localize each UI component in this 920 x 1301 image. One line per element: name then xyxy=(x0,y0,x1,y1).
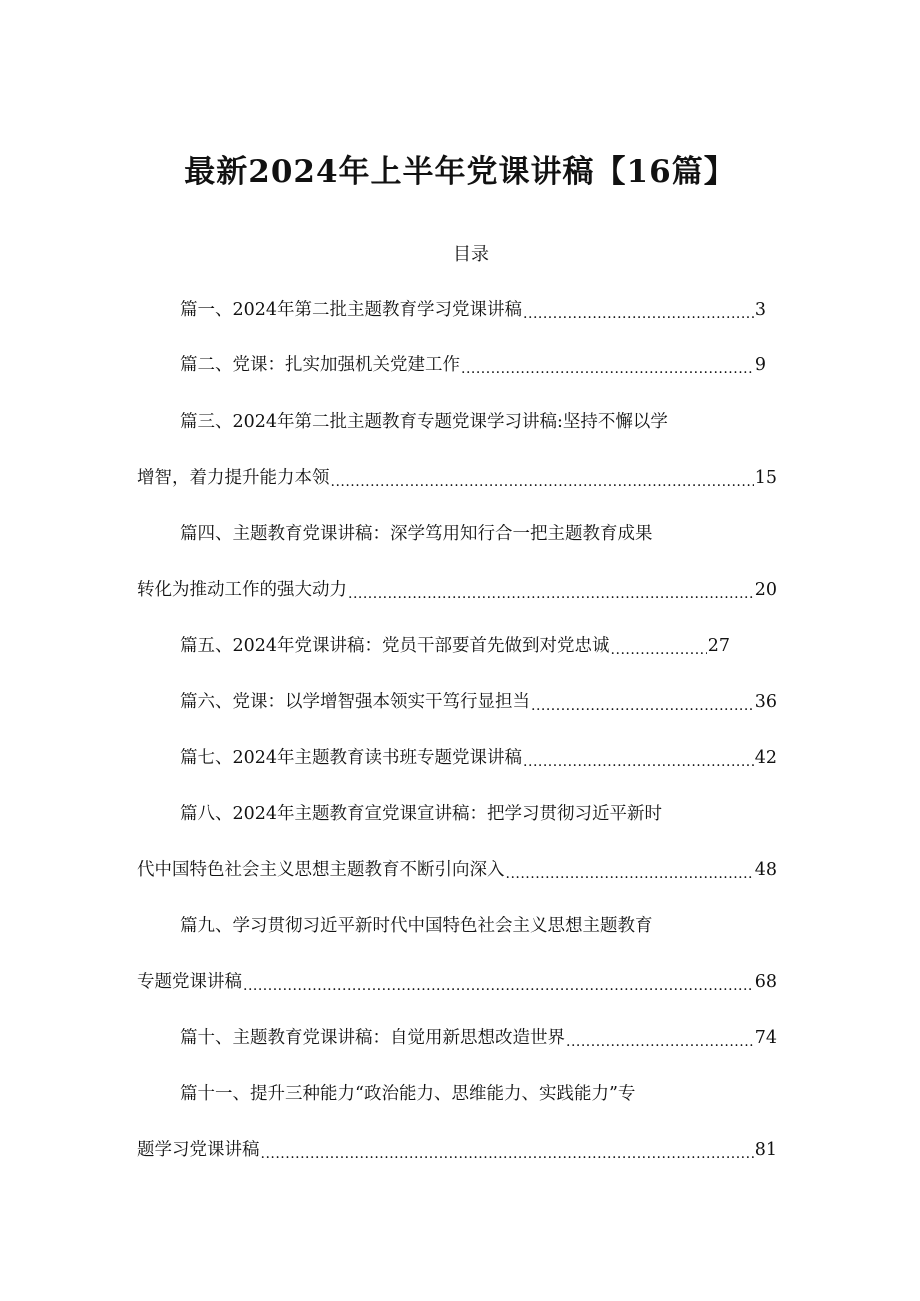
toc-page-number: 9 xyxy=(754,355,766,375)
toc-entry-title: 篇一、2024年第二批主题教育学习党课讲稿 xyxy=(180,300,523,320)
toc-entry[interactable] xyxy=(180,689,777,715)
toc-entry-title-line1[interactable]: 篇九、学习贯彻习近平新时代中国特色社会主义思想主题教育 xyxy=(180,916,653,936)
toc-dot-leader xyxy=(523,297,754,323)
toc-entry[interactable] xyxy=(180,297,766,323)
document-title: 最新2024年上半年党课讲稿【16篇】 xyxy=(184,154,736,190)
toc-entry[interactable] xyxy=(137,577,777,603)
toc-entry[interactable] xyxy=(137,465,777,491)
toc-page-number: 27 xyxy=(707,636,730,656)
toc-page-number: 3 xyxy=(754,300,766,320)
toc-entry[interactable] xyxy=(180,1025,777,1051)
toc-dot-leader xyxy=(523,745,754,771)
toc-entry-title: 转化为推动工作的强大动力 xyxy=(137,580,347,600)
toc-page-number: 81 xyxy=(754,1140,777,1160)
toc-dot-leader xyxy=(506,857,754,883)
toc-entry-title: 篇十、主题教育党课讲稿：自觉用新思想改造世界 xyxy=(180,1028,565,1048)
toc-entry[interactable] xyxy=(137,969,777,995)
toc-entry-title-line1[interactable]: 篇十一、提升三种能力“政治能力、思维能力、实践能力”专 xyxy=(180,1084,636,1104)
toc-dot-leader xyxy=(531,689,754,715)
toc-entry-title: 篇七、2024年主题教育读书班专题党课讲稿 xyxy=(180,748,523,768)
toc-dot-leader xyxy=(611,633,707,659)
toc-dot-leader xyxy=(261,1137,754,1163)
toc-entry-title-line1[interactable]: 篇四、主题教育党课讲稿：深学笃用知行合一把主题教育成果 xyxy=(180,524,653,544)
toc-entry-title-line1[interactable]: 篇八、2024年主题教育宣党课宣讲稿：把学习贯彻习近平新时 xyxy=(180,804,663,824)
toc-entry-title: 专题党课讲稿 xyxy=(137,972,242,992)
toc-page-number: 48 xyxy=(754,860,777,880)
toc-page-number: 20 xyxy=(754,580,777,600)
toc-page-number: 15 xyxy=(754,468,777,488)
toc-entry[interactable] xyxy=(180,745,777,771)
toc-entry[interactable] xyxy=(137,1137,777,1163)
toc-entry-title-line1[interactable]: 篇三、2024年第二批主题教育专题党课学习讲稿:坚持不懈以学 xyxy=(180,412,668,432)
toc-page-number: 74 xyxy=(754,1028,777,1048)
toc-entry-title: 篇五、2024年党课讲稿：党员干部要首先做到对党忠诚 xyxy=(180,636,610,656)
toc-entry[interactable] xyxy=(180,633,730,659)
toc-entry-title: 篇六、党课：以学增智强本领实干笃行显担当 xyxy=(180,692,530,712)
toc-entry-title: 篇二、党课：扎实加强机关党建工作 xyxy=(180,355,460,375)
toc-page-number: 36 xyxy=(754,692,777,712)
toc-entry-title: 代中国特色社会主义思想主题教育不断引向深入 xyxy=(137,860,505,880)
toc-entry[interactable] xyxy=(137,857,777,883)
toc-entry-title: 增智，着力提升能力本领 xyxy=(137,468,330,488)
toc-dot-leader xyxy=(566,1025,754,1051)
toc-dot-leader xyxy=(331,465,754,491)
toc-dot-leader xyxy=(461,352,754,378)
toc-page-number: 42 xyxy=(754,748,777,768)
toc-dot-leader xyxy=(243,969,754,995)
toc-entry[interactable] xyxy=(180,352,766,378)
toc-page-number: 68 xyxy=(754,972,777,992)
toc-entry-title: 题学习党课讲稿 xyxy=(137,1140,260,1160)
toc-dot-leader xyxy=(348,577,754,603)
toc-heading: 目录 xyxy=(453,244,489,265)
